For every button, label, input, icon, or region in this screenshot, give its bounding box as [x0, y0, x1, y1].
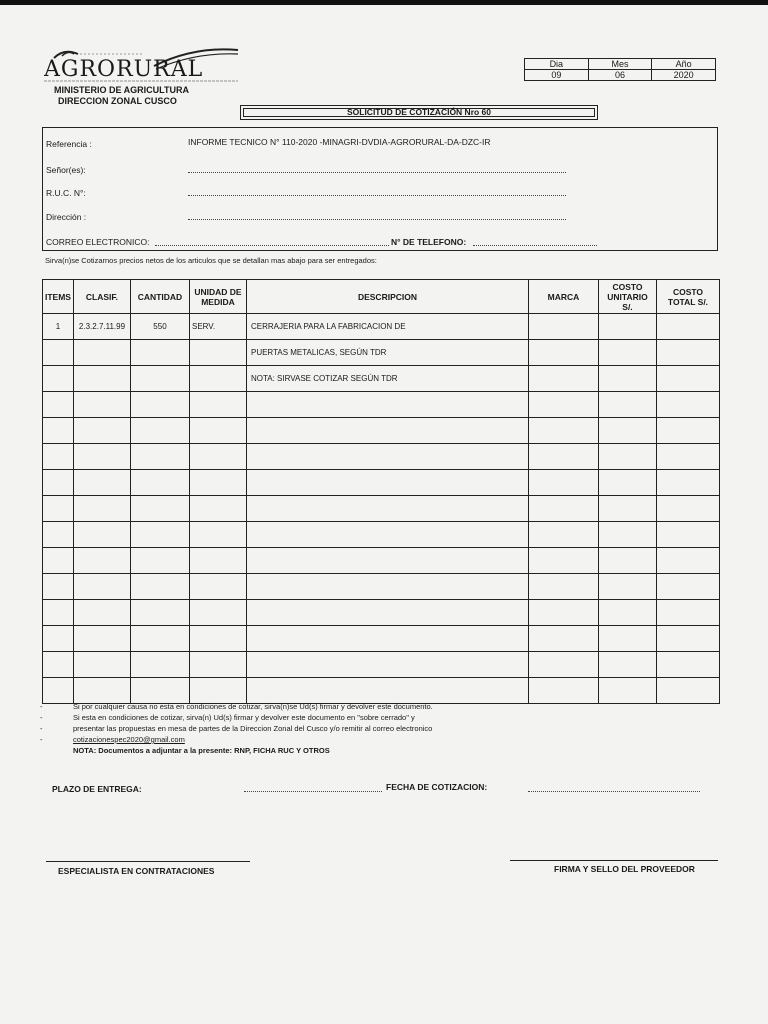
cell-marca	[528, 470, 598, 496]
cell-costo-total	[656, 366, 719, 392]
cell-descripcion	[246, 548, 528, 574]
cell-costo-total	[656, 574, 719, 600]
cell-costo-total	[656, 652, 719, 678]
proveedor-signature-line	[510, 860, 718, 861]
cell-cantidad	[130, 392, 189, 418]
cell-costo-unitario	[598, 652, 656, 678]
cell-item	[43, 496, 74, 522]
cell-costo-total	[656, 600, 719, 626]
cell-item	[43, 548, 74, 574]
table-row	[43, 392, 720, 418]
ministry-block	[54, 85, 189, 107]
especialista-label: ESPECIALISTA EN CONTRATACIONES	[58, 866, 215, 876]
zonal-direction: DIRECCION ZONAL CUSCO	[58, 96, 177, 106]
cell-unidad	[189, 600, 246, 626]
cell-item	[43, 392, 74, 418]
cell-descripcion: PUERTAS METALICAS, SEGÚN TDR	[246, 340, 528, 366]
plazo-label: PLAZO DE ENTREGA:	[52, 784, 142, 794]
senores-field	[188, 172, 566, 173]
cell-cantidad	[130, 496, 189, 522]
cell-costo-unitario	[598, 418, 656, 444]
header-items: ITEMS	[43, 280, 74, 314]
header-costo-unitario: COSTO UNITARIO S/.	[598, 280, 656, 314]
cell-costo-total	[656, 470, 719, 496]
email-link[interactable]: cotizacionespec2020@gmail.com	[73, 735, 185, 744]
cell-item: 1	[43, 314, 74, 340]
ruc-label: R.U.C. N°:	[46, 188, 86, 198]
cell-marca	[528, 652, 598, 678]
cell-cantidad	[130, 522, 189, 548]
table-row	[43, 470, 720, 496]
header-clasif: CLASIF.	[73, 280, 130, 314]
instruction-text: Sirva(n)se Cotizarnos precios netos de los articulos que se detallan mas abajo para ser entregados:	[45, 256, 377, 265]
cell-descripcion	[246, 600, 528, 626]
cell-clasif	[73, 548, 130, 574]
cell-cantidad	[130, 418, 189, 444]
cell-clasif	[73, 678, 130, 704]
cell-clasif	[73, 444, 130, 470]
date-box	[524, 58, 716, 81]
cell-unidad	[189, 444, 246, 470]
header-descripcion: DESCRIPCION	[246, 280, 528, 314]
cell-clasif	[73, 574, 130, 600]
cell-marca	[528, 496, 598, 522]
cell-marca	[528, 600, 598, 626]
cell-costo-total	[656, 626, 719, 652]
cell-clasif	[73, 392, 130, 418]
cell-marca	[528, 444, 598, 470]
cell-descripcion	[246, 626, 528, 652]
cell-descripcion	[246, 418, 528, 444]
cell-unidad	[189, 366, 246, 392]
table-row	[43, 314, 720, 340]
table-row	[43, 522, 720, 548]
cell-cantidad	[130, 678, 189, 704]
table-row	[43, 366, 720, 392]
cell-marca	[528, 314, 598, 340]
cell-clasif	[73, 496, 130, 522]
cell-unidad	[189, 574, 246, 600]
anio-label: Año	[652, 59, 716, 70]
cell-costo-unitario	[598, 548, 656, 574]
table-row	[43, 340, 720, 366]
telefono-field	[473, 245, 597, 246]
header-costo-total: COSTO TOTAL S/.	[656, 280, 719, 314]
cell-cantidad	[130, 548, 189, 574]
cell-item	[43, 626, 74, 652]
notes-block	[40, 701, 433, 756]
table-row	[43, 574, 720, 600]
cell-clasif	[73, 522, 130, 548]
fecha-label: FECHA DE COTIZACION:	[386, 782, 488, 792]
dia-label: Dia	[525, 59, 589, 70]
table-row	[43, 496, 720, 522]
cell-costo-unitario	[598, 314, 656, 340]
cell-descripcion	[246, 522, 528, 548]
cell-cantidad	[130, 600, 189, 626]
direccion-field	[188, 219, 566, 220]
especialista-signature-line	[46, 861, 250, 862]
cell-unidad	[189, 418, 246, 444]
cell-costo-total	[656, 392, 719, 418]
cell-costo-total	[656, 678, 719, 704]
table-row	[43, 626, 720, 652]
cell-costo-unitario	[598, 522, 656, 548]
note-line-1: Si por cualquier causa no esta en condiciones de cotizar, sirva(n)se Ud(s) firmar y devolver este documento.	[73, 702, 433, 711]
dia-value: 09	[525, 70, 589, 81]
table-row	[43, 548, 720, 574]
note-line-3: presentar las propuestas en mesa de partes de la Direccion Zonal del Cusco y/o remitir al correo electronico	[73, 724, 433, 733]
cell-descripcion	[246, 470, 528, 496]
cell-costo-unitario	[598, 678, 656, 704]
cell-costo-total	[656, 314, 719, 340]
cell-item	[43, 600, 74, 626]
direccion-label: Dirección :	[46, 212, 87, 222]
cell-cantidad	[130, 574, 189, 600]
correo-label: CORREO ELECTRONICO:	[46, 237, 150, 247]
cell-cantidad: 550	[130, 314, 189, 340]
cell-unidad: SERV.	[189, 314, 246, 340]
bullet: -	[40, 735, 43, 744]
top-border	[0, 0, 768, 5]
cell-costo-total	[656, 444, 719, 470]
cell-unidad	[189, 652, 246, 678]
reference-box	[42, 127, 718, 251]
header-cantidad: CANTIDAD	[130, 280, 189, 314]
cell-item	[43, 366, 74, 392]
cell-marca	[528, 626, 598, 652]
cell-costo-unitario	[598, 444, 656, 470]
cell-marca	[528, 418, 598, 444]
bullet: -	[40, 724, 43, 733]
cell-costo-unitario	[598, 600, 656, 626]
cell-marca	[528, 392, 598, 418]
cell-descripcion	[246, 574, 528, 600]
cell-item	[43, 652, 74, 678]
cell-costo-unitario	[598, 340, 656, 366]
ministry-name: MINISTERIO DE AGRICULTURA	[54, 85, 189, 95]
cell-costo-total	[656, 418, 719, 444]
table-row	[43, 444, 720, 470]
cell-cantidad	[130, 340, 189, 366]
cell-costo-unitario	[598, 496, 656, 522]
senores-label: Señor(es):	[46, 165, 86, 175]
items-table	[42, 279, 720, 704]
cell-descripcion	[246, 652, 528, 678]
cell-marca	[528, 522, 598, 548]
mes-label: Mes	[588, 59, 652, 70]
svg-text:AGRORURAL: AGRORURAL	[44, 57, 204, 82]
cell-clasif	[73, 418, 130, 444]
cell-item	[43, 522, 74, 548]
cell-unidad	[189, 626, 246, 652]
cell-costo-unitario	[598, 574, 656, 600]
cell-cantidad	[130, 444, 189, 470]
header-unidad: UNIDAD DE MEDIDA	[189, 280, 246, 314]
cell-item	[43, 470, 74, 496]
telefono-label: N° DE TELEFONO:	[391, 237, 467, 247]
bullet: -	[40, 713, 43, 722]
table-header-row	[43, 280, 720, 314]
cell-unidad	[189, 470, 246, 496]
header-marca: MARCA	[528, 280, 598, 314]
cell-costo-unitario	[598, 470, 656, 496]
cell-costo-total	[656, 340, 719, 366]
cell-costo-total	[656, 548, 719, 574]
bullet: -	[40, 702, 43, 711]
cell-costo-unitario	[598, 392, 656, 418]
cell-marca	[528, 340, 598, 366]
cell-item	[43, 340, 74, 366]
cell-descripcion	[246, 444, 528, 470]
cell-costo-unitario	[598, 626, 656, 652]
cell-item	[43, 574, 74, 600]
cell-cantidad	[130, 366, 189, 392]
cell-descripcion: NOTA: SIRVASE COTIZAR SEGÚN TDR	[246, 366, 528, 392]
fecha-field	[528, 791, 700, 792]
cell-descripcion	[246, 496, 528, 522]
referencia-value: INFORME TECNICO N° 110-2020 -MINAGRI-DVDIA-AGRORURAL-DA-DZC-IR	[188, 137, 491, 147]
cell-unidad	[189, 496, 246, 522]
cell-descripcion	[246, 392, 528, 418]
cell-cantidad	[130, 626, 189, 652]
cell-unidad	[189, 392, 246, 418]
table-row	[43, 678, 720, 704]
table-row	[43, 600, 720, 626]
cell-costo-total	[656, 496, 719, 522]
agrorural-logo	[44, 44, 240, 84]
document-title: SOLICITUD DE COTIZACIÓN Nro 60	[240, 105, 598, 120]
cell-marca	[528, 366, 598, 392]
cell-descripcion	[246, 678, 528, 704]
cell-clasif: 2.3.2.7.11.99	[73, 314, 130, 340]
cell-unidad	[189, 340, 246, 366]
table-row	[43, 418, 720, 444]
cell-clasif	[73, 600, 130, 626]
cell-marca	[528, 678, 598, 704]
cell-cantidad	[130, 652, 189, 678]
table-row	[43, 652, 720, 678]
cell-costo-unitario	[598, 366, 656, 392]
cell-marca	[528, 574, 598, 600]
referencia-label: Referencia :	[46, 139, 92, 149]
proveedor-label: FIRMA Y SELLO DEL PROVEEDOR	[554, 864, 695, 874]
cell-clasif	[73, 470, 130, 496]
cell-clasif	[73, 366, 130, 392]
plazo-field	[244, 791, 382, 792]
cell-item	[43, 418, 74, 444]
correo-field	[155, 245, 389, 246]
cell-clasif	[73, 652, 130, 678]
cell-unidad	[189, 678, 246, 704]
anio-value: 2020	[652, 70, 716, 81]
cell-descripcion: CERRAJERIA PARA LA FABRICACION DE	[246, 314, 528, 340]
cell-costo-total	[656, 522, 719, 548]
cell-marca	[528, 548, 598, 574]
mes-value: 06	[588, 70, 652, 81]
cell-cantidad	[130, 470, 189, 496]
cell-clasif	[73, 626, 130, 652]
nota-documents: NOTA: Documentos a adjuntar a la presente: RNP, FICHA RUC Y OTROS	[73, 746, 330, 755]
cell-item	[43, 444, 74, 470]
cell-item	[43, 678, 74, 704]
cell-clasif	[73, 340, 130, 366]
cell-unidad	[189, 548, 246, 574]
ruc-field	[188, 195, 566, 196]
note-line-2: Si esta en condiciones de cotizar, sirva(n) Ud(s) firmar y devolver este documento en "sobre cerrado" y	[73, 713, 415, 722]
cell-unidad	[189, 522, 246, 548]
